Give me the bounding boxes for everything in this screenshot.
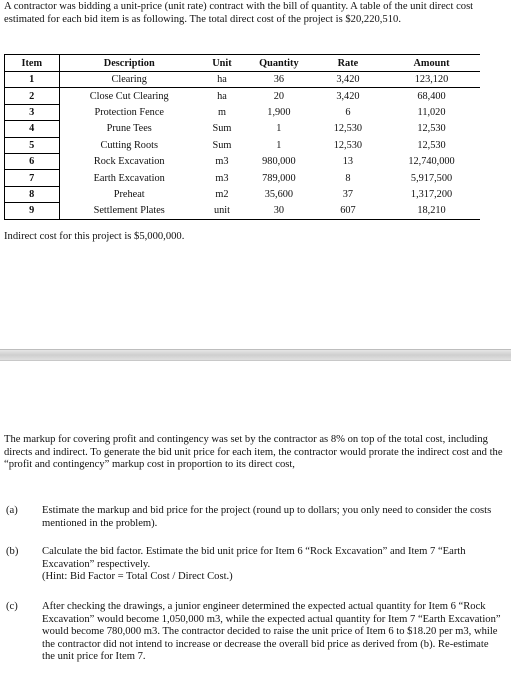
- header-amount: Amount: [383, 55, 480, 72]
- table-row: [5, 104, 481, 120]
- cell-quantity: 1: [276, 123, 282, 135]
- markup-paragraph: The markup for covering profit and contingency was set by the contractor as 8% on top of the total cost, including directs and indirect. To generate the bid unit price for each item, the contractor would prorate the indirect cost and the “profit and contingency” markup cost in proportion to its direct cost,: [4, 434, 503, 471]
- cell-unit: m3: [215, 156, 229, 168]
- cell-rate: 37: [342, 188, 354, 200]
- question-c: [4, 601, 503, 664]
- cell-quantity: 980,000: [262, 156, 296, 168]
- cell-amount: 123,120: [383, 72, 480, 88]
- cell-rate: 12,530: [333, 139, 363, 151]
- cell-quantity: 789,000: [262, 172, 296, 184]
- cell-quantity: 1,900: [267, 106, 291, 118]
- cell-amount: 68,400: [417, 90, 446, 102]
- cell-item: 2: [5, 88, 60, 104]
- table-row: [5, 153, 481, 169]
- cell-amount: 12,740,000: [408, 156, 455, 168]
- cell-item: 5: [5, 137, 60, 153]
- table-row: [5, 137, 481, 153]
- cell-rate: 3,420: [336, 90, 360, 102]
- cell-item: 7: [5, 170, 60, 186]
- cell-unit: Sum: [212, 123, 232, 135]
- cell-rate: 607: [340, 205, 356, 217]
- cell-quantity: 1: [276, 139, 282, 151]
- table-header-row: [5, 55, 481, 72]
- cell-quantity: 30: [273, 205, 285, 217]
- cell-unit: m: [217, 106, 226, 118]
- cell-item: 8: [5, 186, 60, 202]
- cell-quantity: 20: [273, 90, 285, 102]
- cell-description: Protection Fence: [94, 106, 164, 118]
- cell-amount: 5,917,500: [410, 172, 453, 184]
- cell-rate: 8: [345, 172, 351, 184]
- header-rate: Rate: [313, 55, 383, 72]
- cell-quantity: 36: [245, 72, 313, 88]
- cell-unit: m3: [215, 172, 229, 184]
- cell-unit: unit: [213, 205, 230, 217]
- cell-amount: 12,530: [417, 123, 446, 135]
- cell-description: Preheat: [113, 188, 145, 200]
- header-item: Item: [5, 55, 60, 72]
- table-row: [5, 88, 481, 104]
- cell-unit: Sum: [212, 139, 232, 151]
- cell-rate: 6: [345, 106, 351, 118]
- table-row: [5, 203, 481, 219]
- cell-amount: 11,020: [417, 106, 446, 118]
- intro-paragraph: A contractor was bidding a unit-price (unit rate) contract with the bill of quantity. A table of the unit direct cost estimated for each bid item is as following. The total direct cost of the project is $20,220,510.: [4, 1, 474, 25]
- cell-amount: 18,210: [417, 205, 446, 217]
- page-divider: [0, 349, 511, 361]
- cell-description: Settlement Plates: [93, 205, 165, 217]
- question-label: (b): [6, 546, 19, 557]
- question-text: Estimate the markup and bid price for the project (round up to dollars; you only need to consider the costs mentioned in the problem).: [42, 505, 492, 529]
- question-a: [4, 505, 503, 530]
- header-quantity: Quantity: [245, 55, 313, 72]
- cell-description: Clearing: [59, 72, 199, 88]
- cell-description: Prune Tees: [106, 123, 152, 135]
- indirect-cost-note: Indirect cost for this project is $5,000,000.: [4, 231, 185, 242]
- question-text: Calculate the bid factor. Estimate the bid unit price for Item 6 “Rock Excavation” and Item 7 “Earth Excavation” respectively.: [42, 546, 466, 570]
- cell-item: 6: [5, 153, 60, 169]
- question-label: (c): [6, 601, 18, 612]
- cell-rate: 13: [342, 156, 354, 168]
- question-label: (a): [6, 505, 18, 516]
- table-row: [5, 121, 481, 137]
- cell-unit: ha: [199, 72, 245, 88]
- table-row: [5, 72, 481, 88]
- cell-item: 3: [5, 104, 60, 120]
- cell-quantity: 35,600: [264, 188, 294, 200]
- cell-item: 4: [5, 121, 60, 137]
- cell-description: Cutting Roots: [100, 139, 158, 151]
- question-text: After checking the drawings, a junior engineer determined the expected actual quantity for Item 6 “Rock Excavation” would become 1,050,000 m3, while the expected actual quantity for Item 7 “Earth Excavation” would become 780,000 m3. The contractor decided to raise the unit price of Item 6 to $18.20 per m3, while the contractor did not intend to increase or decrease the overall bid price as derived from (b). Re-estimate the unit price for Item 7.: [42, 601, 501, 663]
- question-b: [4, 546, 503, 584]
- cell-rate: 12,530: [333, 123, 363, 135]
- bill-of-quantity-table: [4, 54, 480, 220]
- cell-amount: 1,317,200: [410, 188, 453, 200]
- header-unit: Unit: [199, 55, 245, 72]
- question-hint: (Hint: Bid Factor = Total Cost / Direct Cost.): [42, 571, 233, 583]
- cell-item: 9: [5, 203, 60, 219]
- cell-rate: 3,420: [313, 72, 383, 88]
- header-description: Description: [59, 55, 199, 72]
- cell-description: Earth Excavation: [93, 172, 165, 184]
- cell-unit: ha: [217, 90, 227, 102]
- cell-unit: m2: [215, 188, 229, 200]
- cell-description: Rock Excavation: [93, 156, 165, 168]
- cell-amount: 12,530: [417, 139, 446, 151]
- cell-description: Close Cut Clearing: [89, 90, 169, 102]
- table-row: [5, 186, 481, 202]
- cell-item: 1: [5, 72, 60, 88]
- table-row: [5, 170, 481, 186]
